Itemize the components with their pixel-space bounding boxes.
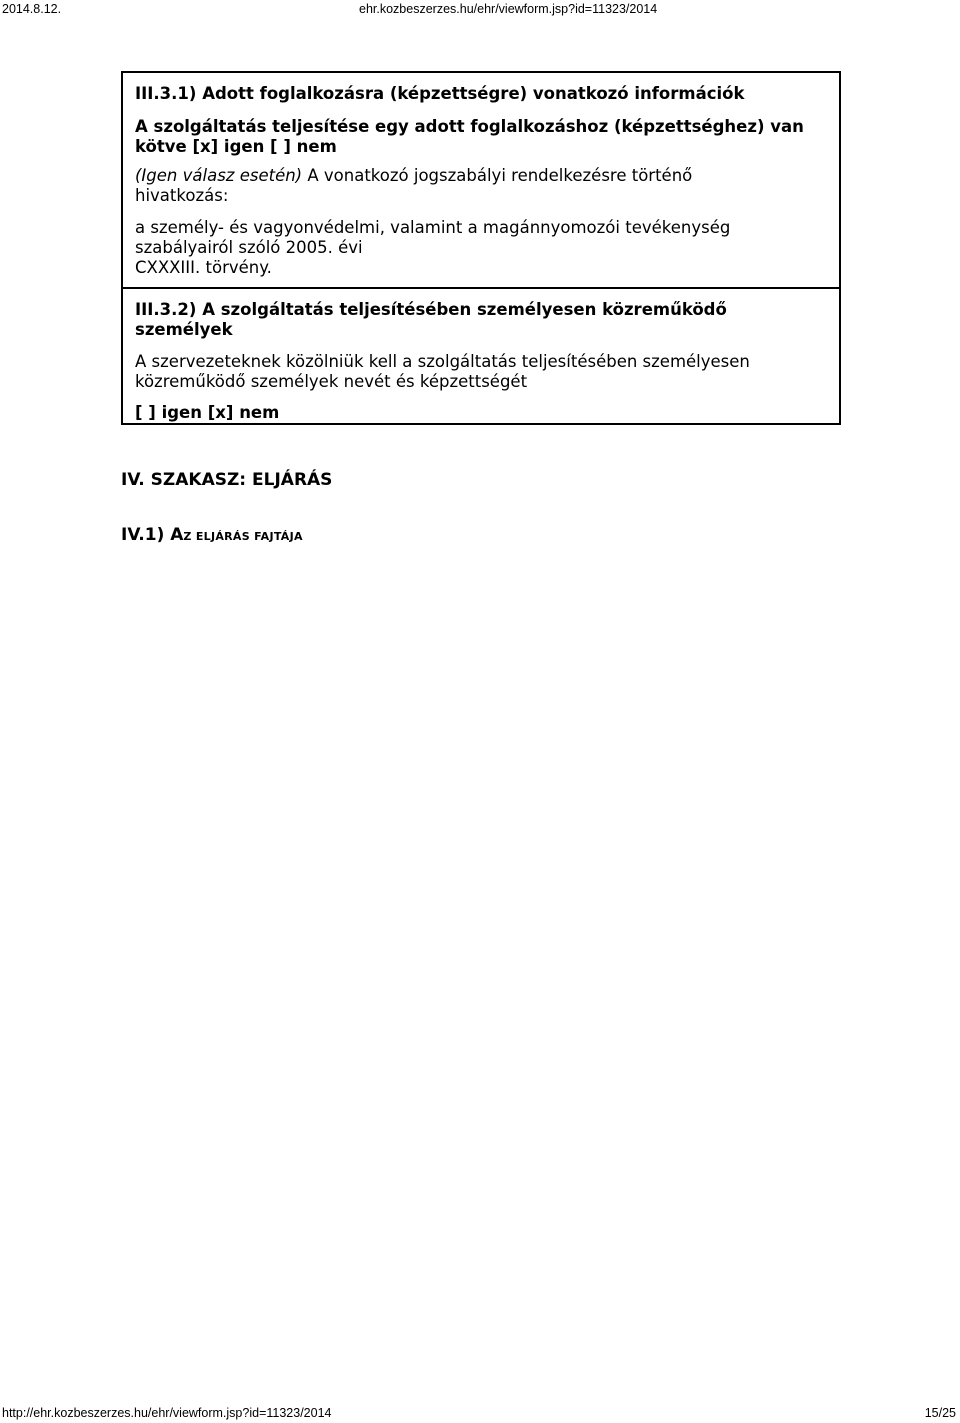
section-3-2-text (135, 352, 825, 392)
occupation-bound-question (135, 117, 825, 157)
legal-reference (135, 166, 825, 206)
law-citation-line3: CXXXIII. törvény. (135, 258, 272, 277)
section-3-1-heading: III.3.1) Adott foglalkozásra (képzettségre) vonatkozó információk (135, 84, 745, 103)
footer-url: http://ehr.kozbeszerzes.hu/ehr/viewform.jsp?id=11323/2014 (2, 1406, 332, 1420)
section-4-1-smallcaps: Z ELJÁRÁS FAJTÁJA (183, 530, 303, 543)
section-4-1-title (121, 524, 303, 548)
section-3-2-answer: [ ] igen [x] nem (135, 403, 280, 422)
section-3-2-heading (135, 300, 825, 340)
occupation-bound-line1: A szolgáltatás teljesítése egy adott foglalkozáshoz (képzettséghez) van (135, 117, 804, 136)
occupation-bound-answer: kötve [x] igen [ ] nem (135, 137, 337, 156)
section-3-2-heading-line1: III.3.2) A szolgáltatás teljesítésében személyesen közreműködő (135, 300, 727, 319)
section-3-2-heading-line2: személyek (135, 320, 233, 339)
section-divider (123, 287, 839, 289)
legal-reference-line1 (135, 166, 825, 186)
section-3-2-text-line1: A szervezeteknek közölniük kell a szolgáltatás teljesítésében személyesen (135, 352, 750, 371)
law-citation-line1: a személy- és vagyonvédelmi, valamint a magánnyomozói tevékenység (135, 218, 731, 237)
reference-text: A vonatkozó jogszabályi rendelkezésre történő (302, 166, 693, 185)
reference-condition: (Igen válasz esetén) (135, 166, 303, 185)
law-citation-line2: szabályairól szóló 2005. évi (135, 238, 363, 257)
section-4-1-prefix: IV.1) A (121, 525, 184, 545)
page-number: 15/25 (924, 1406, 956, 1420)
section-box (121, 71, 841, 425)
section-3-2-text-line2: közreműködő személyek nevét és képzettségét (135, 372, 528, 391)
law-citation (135, 218, 825, 278)
print-url: ehr.kozbeszerzes.hu/ehr/viewform.jsp?id=11323/2014 (359, 2, 658, 16)
print-footer (0, 1404, 960, 1422)
print-date: 2014.8.12. (2, 2, 62, 16)
section-4-title: IV. SZAKASZ: ELJÁRÁS (121, 470, 333, 490)
legal-reference-line2: hivatkozás: (135, 186, 229, 205)
print-header (0, 0, 960, 18)
